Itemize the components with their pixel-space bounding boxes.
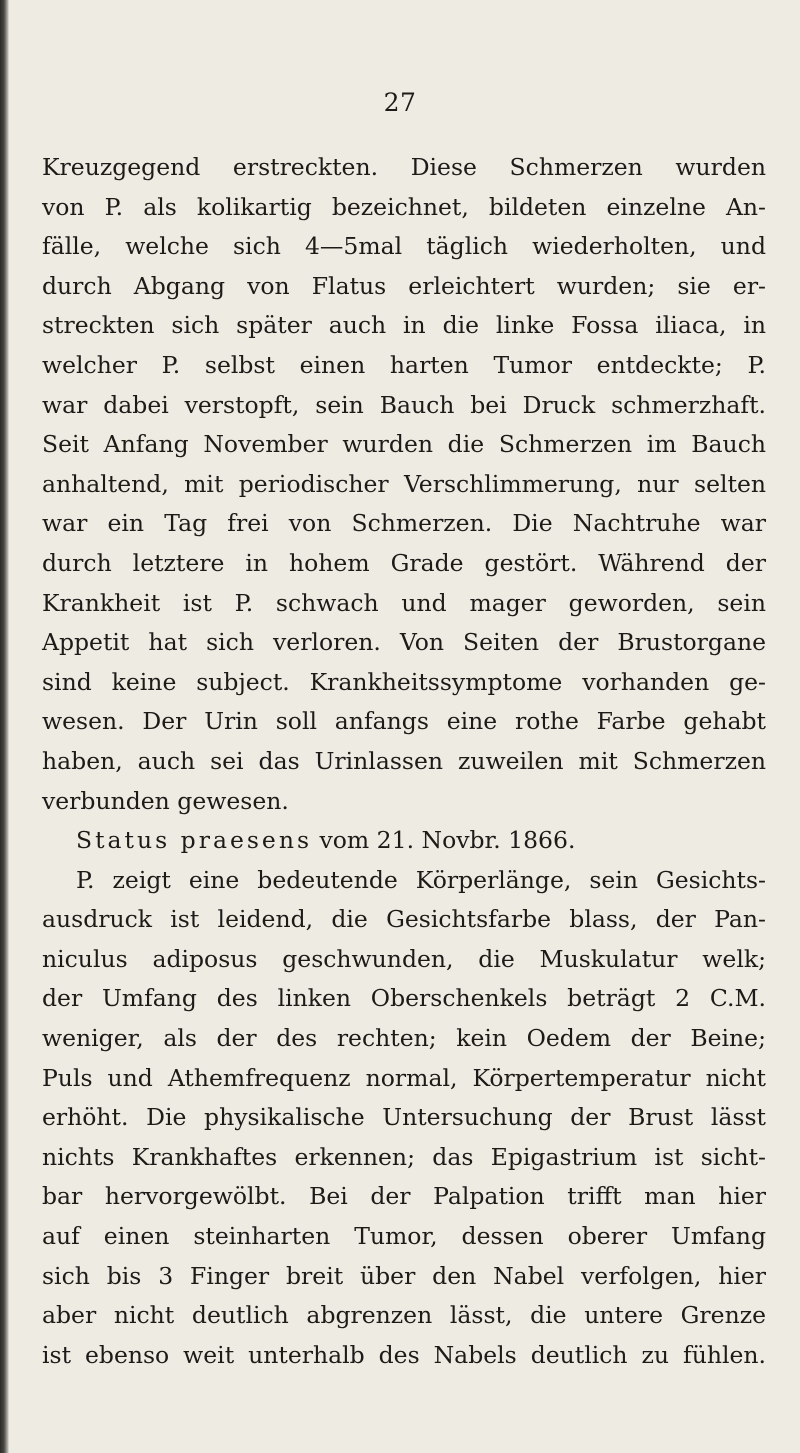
page-number: 27 <box>383 88 417 117</box>
status-date: vom 21. Novbr. 1866. <box>312 826 576 855</box>
text-line: ist ebenso weit unterhalb des Nabels deutlich zu fühlen. <box>42 1340 766 1369</box>
text-line: war ein Tag frei von Schmerzen. Die Nachtruhe war <box>42 509 766 538</box>
text-line: sind keine subject. Krankheitssymptome vorhanden ge- <box>42 667 766 696</box>
text-line: bar hervorgewölbt. Bei der Palpation trifft man hier <box>42 1182 766 1211</box>
text-line: Seit Anfang November wurden die Schmerzen im Bauch <box>42 430 766 459</box>
text-line: nichts Krankhaftes erkennen; das Epigastrium ist sicht- <box>42 1142 766 1171</box>
text-line: anhaltend, mit periodischer Verschlimmerung, nur selten <box>42 469 766 498</box>
text-line: ausdruck ist leidend, die Gesichtsfarbe blass, der Pan- <box>42 905 766 934</box>
text-line: von P. als kolikartig bezeichnet, bildeten einzelne An- <box>42 192 766 221</box>
text-line: der Umfang des linken Oberschenkels beträgt 2 C.M. <box>42 984 766 1013</box>
text-line: wesen. Der Urin soll anfangs eine rothe Farbe gehabt <box>42 707 766 736</box>
text-line: Appetit hat sich verloren. Von Seiten der Brustorgane <box>42 628 766 657</box>
text-line: war dabei verstopft, sein Bauch bei Druck schmerzhaft. <box>42 390 766 419</box>
body-text <box>42 148 766 1375</box>
binding-edge <box>0 0 9 1453</box>
text-line: verbunden gewesen. <box>42 786 289 815</box>
text-line: durch letztere in hohem Grade gestört. Während der <box>42 548 766 577</box>
text-line: Krankheit ist P. schwach und mager geworden, sein <box>42 588 766 617</box>
text-line: weniger, als der des rechten; kein Oedem der Beine; <box>42 1024 766 1053</box>
text-line: fälle, welche sich 4—5mal täglich wiederholten, und <box>42 232 766 261</box>
text-line: sich bis 3 Finger breit über den Nabel verfolgen, hier <box>42 1261 766 1290</box>
text-line: niculus adiposus geschwunden, die Muskulatur welk; <box>42 944 766 973</box>
text-line: Puls und Athemfrequenz normal, Körpertemperatur nicht <box>42 1063 766 1092</box>
text-line: erhöht. Die physikalische Untersuchung der Brust lässt <box>42 1103 766 1132</box>
status-heading-line <box>42 821 766 861</box>
text-line: auf einen steinharten Tumor, dessen oberer Umfang <box>42 1222 766 1251</box>
text-line: streckten sich später auch in die linke Fossa iliaca, in <box>42 311 766 340</box>
text-line: haben, auch sei das Urinlassen zuweilen mit Schmerzen <box>42 746 766 775</box>
text-line: P. zeigt eine bedeutende Körperlänge, sein Gesichts- <box>76 865 766 894</box>
text-line: aber nicht deutlich abgrenzen lässt, die untere Grenze <box>42 1301 766 1330</box>
status-heading: Status praesens <box>76 826 313 855</box>
text-line: welcher P. selbst einen harten Tumor entdeckte; P. <box>42 350 766 379</box>
text-line: durch Abgang von Flatus erleichtert wurden; sie er- <box>42 271 766 300</box>
text-line: Kreuzgegend erstreckten. Diese Schmerzen wurden <box>42 153 766 181</box>
